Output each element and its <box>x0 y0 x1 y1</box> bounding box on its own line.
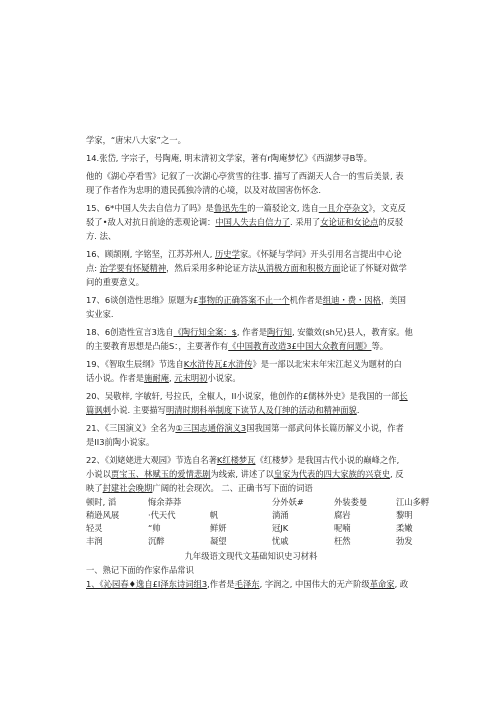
text-line: 实业家. <box>86 309 114 319</box>
text-line: 他的《湖心亭看雪》记叙了一次湖心亭赏雪的往事. 描写了西湖天人合一的雪后美景, 表 <box>86 171 404 181</box>
answer-underline: 中国人失去自信力了 <box>215 217 291 227</box>
text-line: 映了封建社会晚期广阔的社会现次。 二、正确书写下面的词语 <box>86 483 313 493</box>
answer-underline: ①三国志通俗演义3 <box>175 423 247 433</box>
item-14: 14.张岱, 字宗子，号陶庵, 明末清初文学家，著有r陶庵梦忆》《西湖梦寻B等。 <box>86 153 372 163</box>
document-body <box>86 134 430 592</box>
answer-underline: 明清时期科举制度下读节人及仃绅的活动和精神面貌 <box>165 405 357 415</box>
text-line: 学家，“唐宋八大家”之一。 <box>86 135 186 145</box>
item-18: 18、6创造性宣言3选自《陶行知全案：$, 作者是陶行知, 安徽效(sh兄)县人，教育家。他 <box>86 327 413 337</box>
answer-underline: 一且介亭杂文 <box>318 203 369 213</box>
item-21: 21、《三国演义》全名为①三国志通俗演义3国我国第一部武问体长篇历解义小说，作者 <box>86 423 404 433</box>
document-title: 九年级语文现代文基础知识史习材料 <box>184 551 318 561</box>
word-item: “帅 <box>148 523 161 533</box>
word-item: 枉然 <box>334 536 351 546</box>
answer-underline: 革命家 <box>369 579 395 589</box>
word-item <box>210 496 272 509</box>
item-1: 1、《沁园春♦逸自£I泽东诗词组3,作者是毛泽东, 字润之, 中国伟大的无产阶级革命家, 政 <box>86 579 409 589</box>
text-line: 的主要教育思想是凸能S：，主要著作有《中国教育改造3£中国大众教育问题》等。 <box>86 341 389 351</box>
word-item: 柔嫩 <box>396 523 413 533</box>
word-item: 黎明 <box>396 510 413 520</box>
word-item: 鲜妍 <box>210 523 227 533</box>
answer-underline: 治学要有怀疑精神 <box>99 263 167 273</box>
word-grid <box>86 496 430 548</box>
text-line: 是II3前陶小说家。 <box>86 437 155 447</box>
word-item: 分外妖# <box>272 497 304 507</box>
answer-underline: 封建社会晚期 <box>102 483 153 493</box>
word-item: 忧戚 <box>272 536 289 546</box>
answer-underline: 长 <box>399 391 408 401</box>
word-item: 凝望 <box>210 536 227 546</box>
text-line: 方. 法、 <box>86 231 117 241</box>
text-line: 话小说。作者是施耐庵, 元末明初小说家。 <box>86 373 241 383</box>
text-line: 驳了•敌人对抗日前途的悲观论调：中国人失去自信力了. 采用了女论证和女论点的反驳 <box>86 217 404 227</box>
word-item: 腐岩 <box>334 510 351 520</box>
answer-underline: 毛泽东 <box>234 579 260 589</box>
answer-underline: 鲁迅先生 <box>213 203 248 213</box>
item-15: 15、6*中国人失去自信力了吗》是鲁迅先生的一篇驳论文, 选自一且介亭杂文》，文克反 <box>86 203 406 213</box>
answer-underline: 《中国教育改造3£中国大众教育问题》 <box>228 341 372 351</box>
answer-underline: 历史学 <box>214 249 240 259</box>
answer-underline: 事物的正确答案不止一个 <box>198 295 290 305</box>
answer-underline: K红楼梦瓦 <box>216 455 256 465</box>
word-item: 悔余莽莽 <box>148 497 182 507</box>
item-22: 22、《刘姥姥进大观园》节选自名著K红楼梦瓦《红楼梦》是我国古代小说的巅峰之作, <box>86 455 400 465</box>
item-19: 19、《智取生辰纲》节选自K水浒传瓦£水浒传》是一部以北宋末年宋江起义为题材的白 <box>86 359 402 369</box>
answer-underline: 陶行知 <box>267 327 292 337</box>
word-item: 呢喃 <box>334 523 351 533</box>
answer-underline: 皇家为代表的四大家族的兴衰史 <box>273 469 391 479</box>
word-item: 沉醉 <box>148 536 165 546</box>
word-item: 冠JK <box>272 523 289 533</box>
text-line: 点: 治学要有怀疑精神，然后采用多种论证方法从消极方面和积极方面论证了怀疑对做学 <box>86 263 407 273</box>
answer-underline: 女论证和女论点 <box>320 217 379 227</box>
answer-underline: K水浒传瓦£水浒传 <box>183 359 253 369</box>
word-item: 丰润 <box>86 536 103 546</box>
word-item: 勃发 <box>396 536 413 546</box>
word-item: 轻灵 <box>86 523 103 533</box>
text-line: 小说以贾宝玉、林赋玉的爱情悲剧为线索, 讲述了以皇家为代表的四大家族的兴衰史, 反 <box>86 469 404 479</box>
text-line: 问的重要意义。 <box>86 277 145 287</box>
answer-underline: 组迪・费・因格 <box>322 295 381 305</box>
answer-underline: 篇讽刺 <box>86 405 111 415</box>
word-item: 外装娄曼 <box>334 497 368 507</box>
word-item: 帆 <box>210 510 219 520</box>
item-20: 20、吴敬梓, 字敏轩, 号拉氏，全椒人，II小说家，他创作的£儒林外史》是我国的一部长 <box>86 391 408 401</box>
item-17: 17、6谈创造性思维》原题为£事物的正确答案不止一个机作者是组迪・费・因格，美国 <box>86 295 406 305</box>
text-line: 篇讽刺小说. 主要描写明清时期科举制度下读节人及仃绅的活动和精神面貌. <box>86 405 360 415</box>
section-heading: 一、熟记下面的作家作品常识 <box>86 565 194 575</box>
answer-underline: 贾宝玉、林赋玉的爱情悲剧 <box>110 469 211 479</box>
word-item: 江山多孵 <box>396 497 430 507</box>
answer-underline: 《陶行知全案：$ <box>173 327 237 337</box>
word-item: ·代天代 <box>148 510 176 520</box>
answer-underline: 施耐庵 <box>144 373 169 383</box>
item-16: 16、顾颉刚, 字铭坚，江苏苏州人, 历史学家。《怀疑与学问》开头引用名言提出中心论 <box>86 249 402 259</box>
answer-underline: 从消极方面和积极方面 <box>257 263 341 273</box>
text-line: 现了作者作为忠明的遗民孤独冷清的心境，以及对故国害伤怀念. <box>86 185 321 195</box>
word-item: 淌涌 <box>272 510 289 520</box>
answer-underline: 1、《沁园春♦逸自£I泽东诗词组3 <box>86 579 208 589</box>
word-item: 稍逊风展 <box>86 510 120 520</box>
answer-underline: 元末明初 <box>174 373 208 383</box>
word-item: 顿时, 滔 <box>86 497 117 507</box>
